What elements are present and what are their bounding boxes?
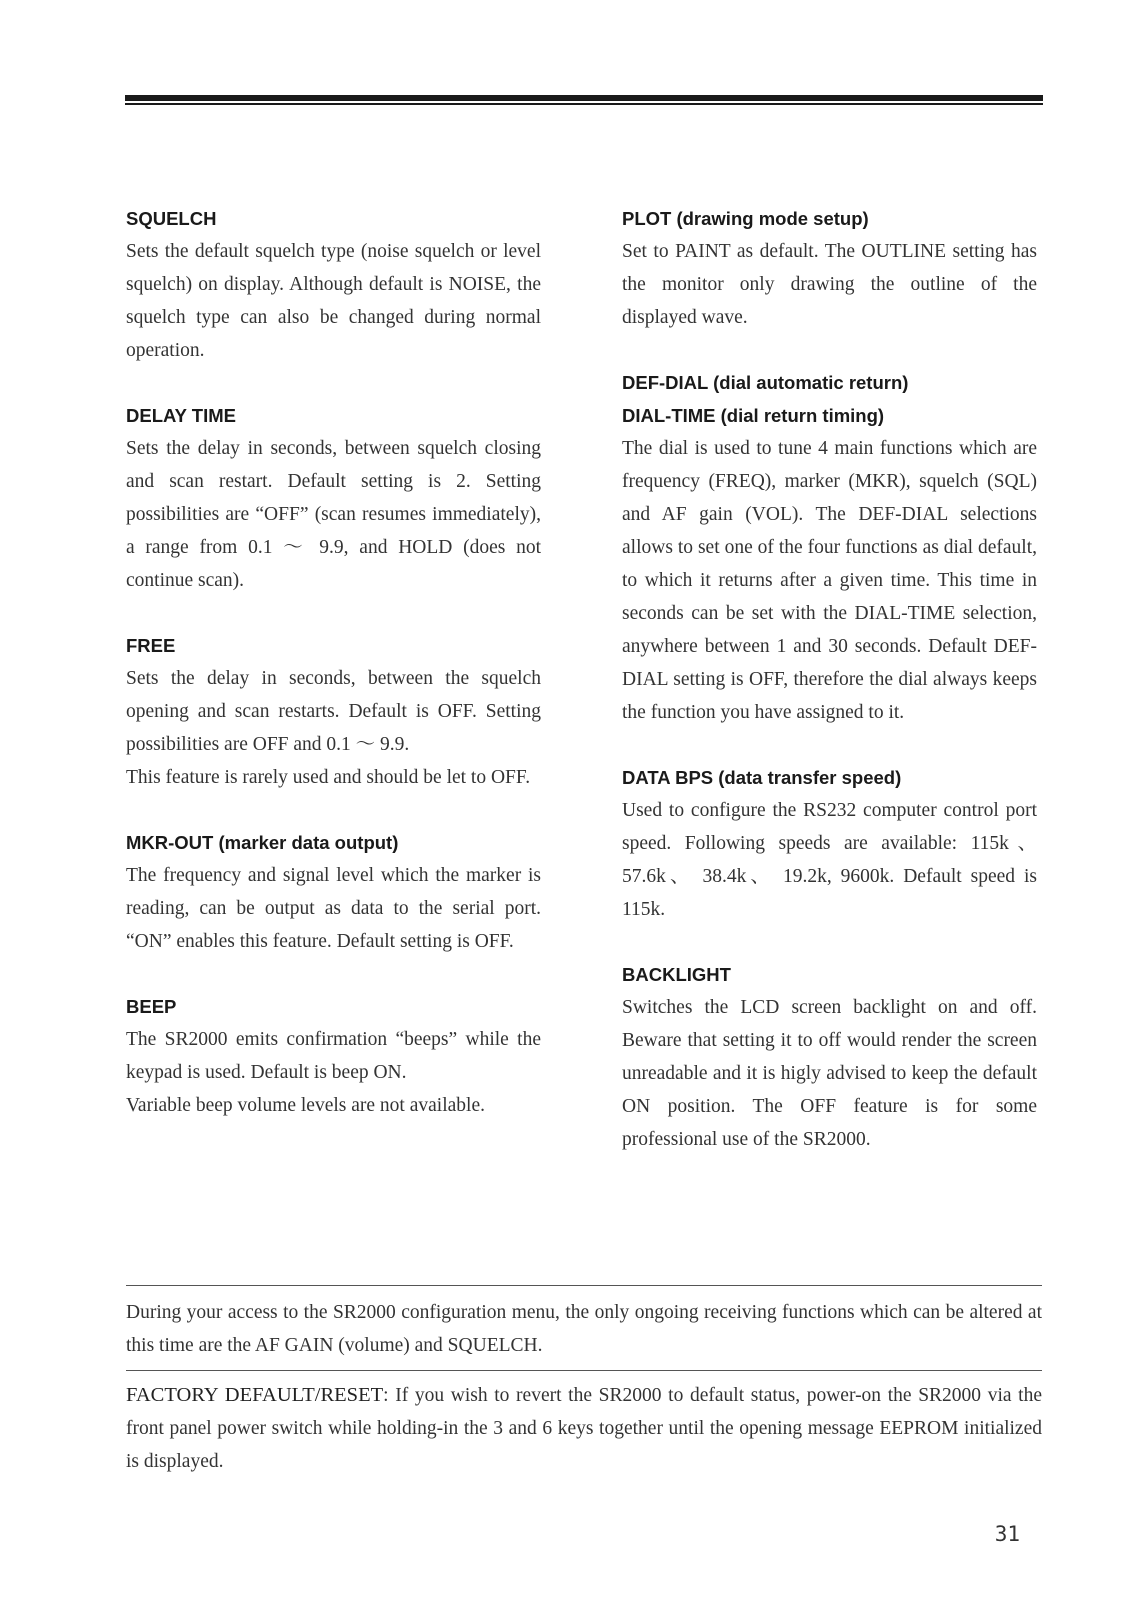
section-heading: MKR-OUT (marker data output)	[126, 832, 399, 853]
section-def-dial	[622, 366, 1037, 729]
section-body-extra: Variable beep volume levels are not available.	[126, 1095, 485, 1116]
section-backlight	[622, 958, 1037, 1156]
section-body: Set to PAINT as default. The OUTLINE setting has the monitor only drawing the outline of the displayed wave.	[622, 241, 1037, 328]
section-body: Switches the LCD screen backlight on and off. Beware that setting it to off would render the screen unreadable and it is higly advised to keep the default ON position. The OFF feature is for some professional use of the SR2000.	[622, 997, 1037, 1150]
factory-reset-lead: FACTORY DEFAULT/RESET	[126, 1384, 384, 1406]
section-heading: DELAY TIME	[126, 405, 236, 426]
page-number: 31	[994, 1522, 1020, 1546]
section-body: Sets the delay in seconds, between squelch closing and scan restart. Default setting is 2. Setting possibilities are “OFF” (scan resumes immediately), a range from 0.1 ～ 9.9, and HOLD (does not continue scan).	[126, 438, 541, 591]
section-heading: PLOT (drawing mode setup)	[622, 208, 869, 229]
section-plot	[622, 202, 1037, 334]
section-heading: DATA BPS (data transfer speed)	[622, 767, 902, 788]
section-heading: BACKLIGHT	[622, 964, 731, 985]
section-heading: SQUELCH	[126, 208, 217, 229]
section-heading: BEEP	[126, 996, 177, 1017]
factory-reset-body: : If you wish to revert the SR2000 to default status, power-on the SR2000 via the front panel power switch while holding-in the 3 and 6 keys together until the opening message EEPROM initialized is displayed.	[126, 1385, 1042, 1472]
section-mkr-out	[126, 826, 541, 958]
section-body: Used to configure the RS232 computer control port speed. Following speeds are available: 115k、 57.6k、 38.4k、 19.2k, 9600k. Default speed is 115k.	[622, 800, 1037, 920]
section-squelch	[126, 202, 541, 367]
section-body: Sets the delay in seconds, between the squelch opening and scan restarts. Default is OFF. Setting possibilities are OFF and 0.1 ～ 9.9.	[126, 668, 541, 755]
section-delay-time	[126, 399, 541, 597]
left-column	[126, 202, 541, 1154]
section-body: The SR2000 emits confirmation “beeps” while the keypad is used. Default is beep ON.	[126, 1029, 541, 1083]
section-beep	[126, 990, 541, 1122]
section-heading-secondary: DIAL-TIME (dial return timing)	[622, 405, 885, 426]
note-divider-bottom	[126, 1370, 1042, 1371]
section-body: Sets the default squelch type (noise squelch or level squelch) on display. Although default is NOISE, the squelch type can also be changed during normal operation.	[126, 241, 541, 361]
section-body: The frequency and signal level which the marker is reading, can be output as data to the serial port. “ON” enables this feature. Default setting is OFF.	[126, 865, 541, 952]
section-body: The dial is used to tune 4 main functions which are frequency (FREQ), marker (MKR), squelch (SQL) and AF gain (VOL). The DEF-DIAL selections allows to set one of the four functions as dial default, to which it returns after a given time. This time in seconds can be set with the DIAL-TIME selection, anywhere between 1 and 30 seconds. Default DEF-DIAL setting is OFF, therefore the dial always keeps the function you have assigned to it.	[622, 438, 1037, 723]
right-column	[622, 202, 1037, 1188]
header-rule-thick	[125, 95, 1043, 101]
factory-reset-note	[126, 1379, 1042, 1478]
section-data-bps	[622, 761, 1037, 926]
section-free	[126, 629, 541, 794]
section-body-extra: This feature is rarely used and should be let to OFF.	[126, 767, 531, 788]
note-divider-top	[126, 1285, 1042, 1286]
header-rule-thin	[125, 103, 1043, 105]
section-heading: DEF-DIAL (dial automatic return)	[622, 372, 909, 393]
section-heading: FREE	[126, 635, 176, 656]
access-note: During your access to the SR2000 configuration menu, the only ongoing receiving functions which can be altered at this time are the AF GAIN (volume) and SQUELCH.	[126, 1302, 1042, 1356]
